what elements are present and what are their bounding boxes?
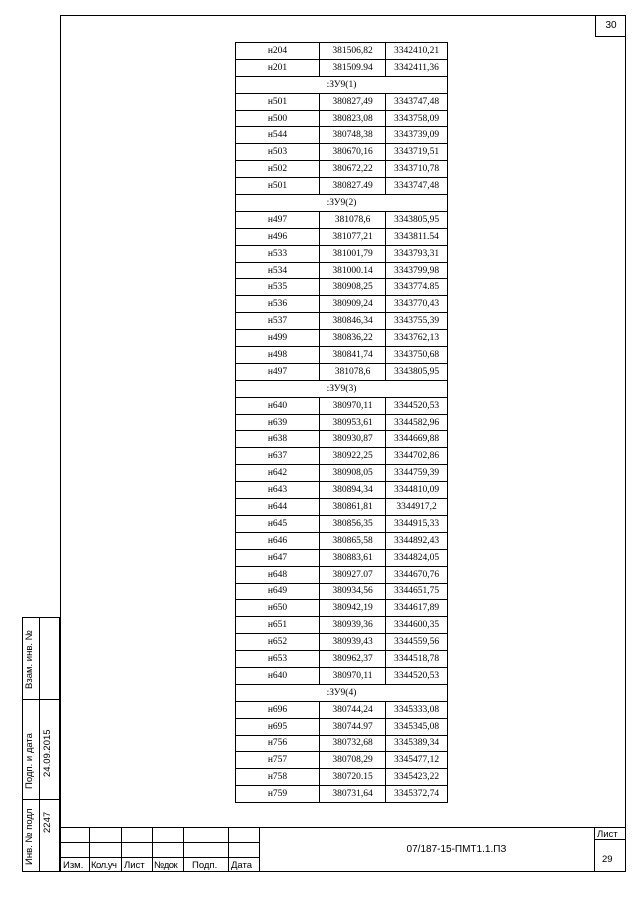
table-row [236, 448, 448, 465]
x-coordinate: 380927.07 [320, 566, 386, 583]
section-label: :ЗУ9(1) [236, 76, 448, 93]
point-name: н644 [236, 499, 320, 516]
y-coordinate: 3343719,51 [386, 144, 448, 161]
col-podp: Подп. [192, 860, 218, 871]
section-label: :ЗУ9(3) [236, 380, 448, 397]
point-name: н648 [236, 566, 320, 583]
point-name: н497 [236, 363, 320, 380]
table-row [236, 634, 448, 651]
point-name: н544 [236, 127, 320, 144]
point-name: н653 [236, 651, 320, 668]
document-code: 07/187-15-ПМТ1.1.ПЗ [406, 844, 507, 855]
point-name: н535 [236, 279, 320, 296]
table-row [236, 211, 448, 228]
point-name: н642 [236, 465, 320, 482]
section-row [236, 380, 448, 397]
x-coordinate: 380732,68 [320, 735, 386, 752]
table-row [236, 482, 448, 499]
podp-value: 24.09.2015 [42, 729, 53, 777]
table-row [236, 161, 448, 178]
y-coordinate: 3344917,2 [386, 499, 448, 516]
y-coordinate: 3344702,86 [386, 448, 448, 465]
col-list: Лист [124, 860, 145, 871]
x-coordinate: 380720.15 [320, 769, 386, 786]
table-row [236, 583, 448, 600]
y-coordinate: 3343774.85 [386, 279, 448, 296]
y-coordinate: 3343755,39 [386, 313, 448, 330]
table-row [236, 701, 448, 718]
y-coordinate: 3343805,95 [386, 211, 448, 228]
section-label: :ЗУ9(2) [236, 195, 448, 212]
table-row [236, 178, 448, 195]
x-coordinate: 380856,35 [320, 515, 386, 532]
y-coordinate: 3342410,21 [386, 43, 448, 60]
x-coordinate: 381078,6 [320, 211, 386, 228]
table-row [236, 667, 448, 684]
table-row [236, 617, 448, 634]
table-row [236, 313, 448, 330]
table-row [236, 245, 448, 262]
y-coordinate: 3343710,78 [386, 161, 448, 178]
table-row [236, 735, 448, 752]
table-row [236, 414, 448, 431]
y-coordinate: 3344582,96 [386, 414, 448, 431]
y-coordinate: 3345372,74 [386, 786, 448, 803]
point-name: н536 [236, 296, 320, 313]
x-coordinate: 381000.14 [320, 262, 386, 279]
point-name: н499 [236, 330, 320, 347]
x-coordinate: 380962,37 [320, 651, 386, 668]
y-coordinate: 3343793,31 [386, 245, 448, 262]
x-coordinate: 380883,61 [320, 549, 386, 566]
col-ndoc: №док [154, 860, 178, 871]
x-coordinate: 380672,22 [320, 161, 386, 178]
x-coordinate: 380827,49 [320, 93, 386, 110]
x-coordinate: 380953,61 [320, 414, 386, 431]
point-name: н498 [236, 347, 320, 364]
y-coordinate: 3344759,39 [386, 465, 448, 482]
y-coordinate: 3343747,48 [386, 93, 448, 110]
y-coordinate: 3344520,53 [386, 667, 448, 684]
y-coordinate: 3343758,09 [386, 110, 448, 127]
table-row [236, 279, 448, 296]
y-coordinate: 3344559,56 [386, 634, 448, 651]
x-coordinate: 380841,74 [320, 347, 386, 364]
x-coordinate: 380970,11 [320, 667, 386, 684]
table-row [236, 431, 448, 448]
table-row [236, 499, 448, 516]
table-row [236, 296, 448, 313]
section-row [236, 195, 448, 212]
x-coordinate: 381509.94 [320, 59, 386, 76]
point-name: н759 [236, 786, 320, 803]
x-coordinate: 380846,34 [320, 313, 386, 330]
point-name: н756 [236, 735, 320, 752]
coordinates-table [235, 42, 448, 803]
table-row [236, 43, 448, 60]
x-coordinate: 380970,11 [320, 397, 386, 414]
x-coordinate: 380939,36 [320, 617, 386, 634]
x-coordinate: 381506,82 [320, 43, 386, 60]
point-name: н537 [236, 313, 320, 330]
y-coordinate: 3343762,13 [386, 330, 448, 347]
section-row [236, 684, 448, 701]
point-name: н638 [236, 431, 320, 448]
point-name: н533 [236, 245, 320, 262]
y-coordinate: 3345389,34 [386, 735, 448, 752]
point-name: н500 [236, 110, 320, 127]
x-coordinate: 380909,24 [320, 296, 386, 313]
table-row [236, 566, 448, 583]
y-coordinate: 3345477,12 [386, 752, 448, 769]
y-coordinate: 3344824,05 [386, 549, 448, 566]
table-row [236, 549, 448, 566]
table-row [236, 262, 448, 279]
point-name: н695 [236, 718, 320, 735]
point-name: н503 [236, 144, 320, 161]
table-row [236, 110, 448, 127]
y-coordinate: 3344518,78 [386, 651, 448, 668]
x-coordinate: 380708,29 [320, 752, 386, 769]
x-coordinate: 380922,25 [320, 448, 386, 465]
x-coordinate: 380744.97 [320, 718, 386, 735]
x-coordinate: 380827.49 [320, 178, 386, 195]
table-row [236, 600, 448, 617]
point-name: н650 [236, 600, 320, 617]
x-coordinate: 380930,87 [320, 431, 386, 448]
table-row [236, 127, 448, 144]
section-row [236, 76, 448, 93]
point-name: н646 [236, 532, 320, 549]
y-coordinate: 3343799,98 [386, 262, 448, 279]
x-coordinate: 380908,05 [320, 465, 386, 482]
table-row [236, 144, 448, 161]
x-coordinate: 380934,56 [320, 583, 386, 600]
col-izm: Изм. [63, 860, 84, 871]
vzam-label: Взам. инв. № [24, 630, 35, 689]
point-name: н201 [236, 59, 320, 76]
x-coordinate: 380748,38 [320, 127, 386, 144]
y-coordinate: 3343770,43 [386, 296, 448, 313]
x-coordinate: 380939,43 [320, 634, 386, 651]
y-coordinate: 3345423,22 [386, 769, 448, 786]
table-row [236, 465, 448, 482]
point-name: н501 [236, 178, 320, 195]
x-coordinate: 380942,19 [320, 600, 386, 617]
y-coordinate: 3343811.54 [386, 228, 448, 245]
point-name: н204 [236, 43, 320, 60]
y-coordinate: 3344670,76 [386, 566, 448, 583]
table-row [236, 515, 448, 532]
point-name: н502 [236, 161, 320, 178]
point-name: н757 [236, 752, 320, 769]
point-name: н643 [236, 482, 320, 499]
x-coordinate: 381001,79 [320, 245, 386, 262]
x-coordinate: 380908,25 [320, 279, 386, 296]
point-name: н696 [236, 701, 320, 718]
table-row [236, 651, 448, 668]
inv-value: 2247 [42, 811, 53, 833]
x-coordinate: 380836,22 [320, 330, 386, 347]
x-coordinate: 381077,21 [320, 228, 386, 245]
table-row [236, 397, 448, 414]
y-coordinate: 3344810,09 [386, 482, 448, 499]
y-coordinate: 3343750,68 [386, 347, 448, 364]
col-data: Дата [231, 860, 253, 871]
x-coordinate: 380865,58 [320, 532, 386, 549]
point-name: н640 [236, 397, 320, 414]
table-row [236, 93, 448, 110]
sheet-value: 29 [602, 854, 613, 865]
page-number: 30 [595, 15, 626, 37]
y-coordinate: 3343739,09 [386, 127, 448, 144]
x-coordinate: 380861,81 [320, 499, 386, 516]
table-row [236, 59, 448, 76]
y-coordinate: 3344651,75 [386, 583, 448, 600]
y-coordinate: 3344520,53 [386, 397, 448, 414]
point-name: н496 [236, 228, 320, 245]
table-row [236, 228, 448, 245]
x-coordinate: 381078,6 [320, 363, 386, 380]
coordinates-table-body [236, 43, 448, 803]
table-row [236, 718, 448, 735]
y-coordinate: 3343805,95 [386, 363, 448, 380]
table-row [236, 532, 448, 549]
table-row [236, 330, 448, 347]
y-coordinate: 3345333,08 [386, 701, 448, 718]
point-name: н637 [236, 448, 320, 465]
point-name: н645 [236, 515, 320, 532]
sheet-label: Лист [597, 829, 618, 840]
table-row [236, 786, 448, 803]
section-label: :ЗУ9(4) [236, 684, 448, 701]
point-name: н652 [236, 634, 320, 651]
point-name: н639 [236, 414, 320, 431]
y-coordinate: 3345345,08 [386, 718, 448, 735]
point-name: н501 [236, 93, 320, 110]
point-name: н758 [236, 769, 320, 786]
table-row [236, 769, 448, 786]
x-coordinate: 380823,08 [320, 110, 386, 127]
y-coordinate: 3342411,36 [386, 59, 448, 76]
point-name: н534 [236, 262, 320, 279]
point-name: н640 [236, 667, 320, 684]
y-coordinate: 3344669,88 [386, 431, 448, 448]
y-coordinate: 3343747,48 [386, 178, 448, 195]
x-coordinate: 380731,64 [320, 786, 386, 803]
y-coordinate: 3344617,89 [386, 600, 448, 617]
podp-label: Подп. и дата [24, 733, 35, 789]
x-coordinate: 380894,34 [320, 482, 386, 499]
x-coordinate: 380744,24 [320, 701, 386, 718]
point-name: н647 [236, 549, 320, 566]
y-coordinate: 3344915,33 [386, 515, 448, 532]
y-coordinate: 3344600,35 [386, 617, 448, 634]
inv-label: Инв. № подл [24, 808, 35, 865]
title-block [60, 827, 626, 872]
point-name: н497 [236, 211, 320, 228]
left-sidebar-stamp [22, 617, 60, 872]
table-row [236, 752, 448, 769]
col-koluch: Кол.уч [91, 860, 117, 871]
x-coordinate: 380670,16 [320, 144, 386, 161]
point-name: н649 [236, 583, 320, 600]
y-coordinate: 3344892,43 [386, 532, 448, 549]
table-row [236, 347, 448, 364]
point-name: н651 [236, 617, 320, 634]
table-row [236, 363, 448, 380]
